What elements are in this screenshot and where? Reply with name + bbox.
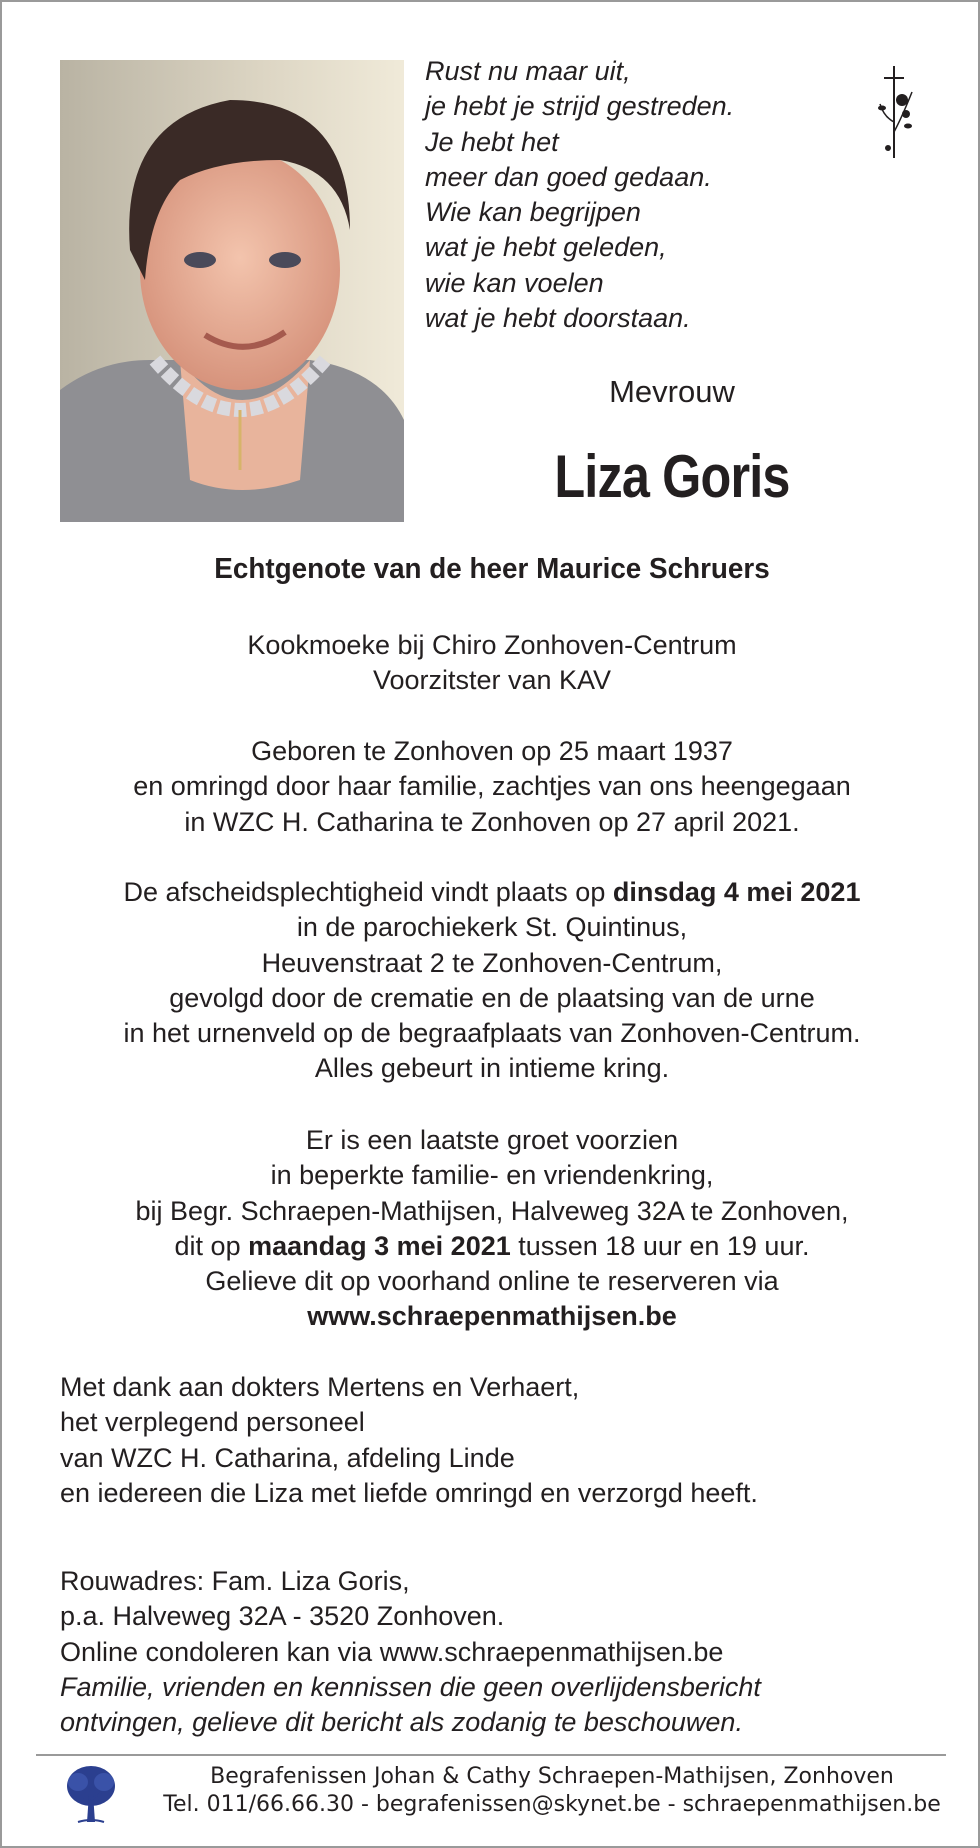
ceremony: [2, 875, 980, 1087]
poem-line: wat je hebt doorstaan.: [425, 303, 691, 334]
tree-logo-icon: [64, 1764, 118, 1826]
portrait-photo: [60, 60, 404, 522]
ceremony-intro: De afscheidsplechtigheid vindt plaats op dinsdag 4 mei 2021: [123, 877, 861, 907]
funeral-home-contact: Tel. 011/66.66.30 - begrafenissen@skynet.be - schraepenmathijsen.be: [163, 1792, 941, 1817]
cross-with-rose-icon: [872, 62, 922, 162]
birth-death-line: en omringd door haar familie, zachtjes van ons heengegaan: [133, 771, 851, 802]
thanks-line: en iedereen die Liza met liefde omringd en verzorgd heeft.: [60, 1477, 758, 1508]
honorific-title: Mevrouw: [609, 374, 735, 409]
spouse-line: Echtgenote van de heer Maurice Schruers: [214, 553, 770, 585]
poem-line: wie kan voelen: [425, 267, 604, 298]
thanks-line: van WZC H. Catharina, afdeling Linde: [60, 1442, 515, 1473]
role-line: Kookmoeke bij Chiro Zonhoven-Centrum: [247, 630, 737, 660]
notice-line: Familie, vrienden en kennissen die geen overlijdensbericht: [60, 1671, 761, 1702]
address-line: p.a. Halveweg 32A - 3520 Zonhoven.: [60, 1601, 505, 1632]
birth-death: [2, 734, 980, 840]
birth-death-line: Geboren te Zonhoven op 25 maart 1937: [251, 736, 733, 766]
ceremony-line: Alles gebeurt in intieme kring.: [314, 1053, 670, 1084]
last-greeting: [2, 1123, 980, 1335]
greeting-date: maandag 3 mei 2021: [248, 1230, 511, 1261]
deceased-name: Liza Goris: [554, 443, 790, 510]
birth-death-line: in WZC H. Catharina te Zonhoven op 27 april 2021.: [184, 806, 800, 837]
ceremony-line: gevolgd door de crematie en de plaatsing van de urne: [169, 982, 815, 1013]
thanks-line: Met dank aan dokters Mertens en Verhaert,: [60, 1372, 580, 1402]
poem-line: wat je hebt geleden,: [425, 232, 667, 263]
thanks: [60, 1370, 758, 1511]
footer-divider: [36, 1754, 946, 1756]
ceremony-line: Heuvenstraat 2 te Zonhoven-Centrum,: [261, 947, 723, 978]
funeral-home-name: Begrafenissen Johan & Cathy Schraepen-Mathijsen, Zonhoven: [210, 1764, 894, 1789]
greeting-date-line: dit op maandag 3 mei 2021 tussen 18 uur en 19 uur.: [174, 1230, 810, 1261]
greeting-line: bij Begr. Schraepen-Mathijsen, Halveweg 32A te Zonhoven,: [135, 1195, 849, 1226]
mourning-address: [60, 1564, 761, 1740]
ceremony-date: dinsdag 4 mei 2021: [612, 877, 861, 907]
website-link[interactable]: www.schraepenmathijsen.be: [307, 1301, 677, 1332]
poem-line: Wie kan begrijpen: [425, 197, 641, 228]
ceremony-line: in de parochiekerk St. Quintinus,: [296, 912, 688, 943]
role-line: Voorzitster van KAV: [372, 665, 612, 696]
poem-line: je hebt je strijd gestreden.: [425, 91, 735, 122]
funeral-home-footer: [122, 1763, 980, 1819]
greeting-line: Er is een laatste groet voorzien: [305, 1125, 679, 1155]
poem-line: Rust nu maar uit,: [425, 56, 631, 86]
greeting-reserve: Gelieve dit op voorhand online te reserveren via: [205, 1266, 779, 1297]
greeting-line: in beperkte familie- en vriendenkring,: [270, 1160, 714, 1191]
poem-line: Je hebt het: [425, 126, 559, 157]
address-line[interactable]: Online condoleren kan via www.schraepenmathijsen.be: [60, 1636, 724, 1667]
poem: [425, 54, 734, 336]
address-line: Rouwadres: Fam. Liza Goris,: [60, 1566, 410, 1596]
roles: [2, 628, 980, 699]
thanks-line: het verplegend personeel: [60, 1407, 365, 1438]
notice-line: ontvingen, gelieve dit bericht als zodanig te beschouwen.: [60, 1707, 743, 1738]
ceremony-line: in het urnenveld op de begraafplaats van Zonhoven-Centrum.: [123, 1018, 861, 1049]
poem-line: meer dan goed gedaan.: [425, 161, 712, 192]
